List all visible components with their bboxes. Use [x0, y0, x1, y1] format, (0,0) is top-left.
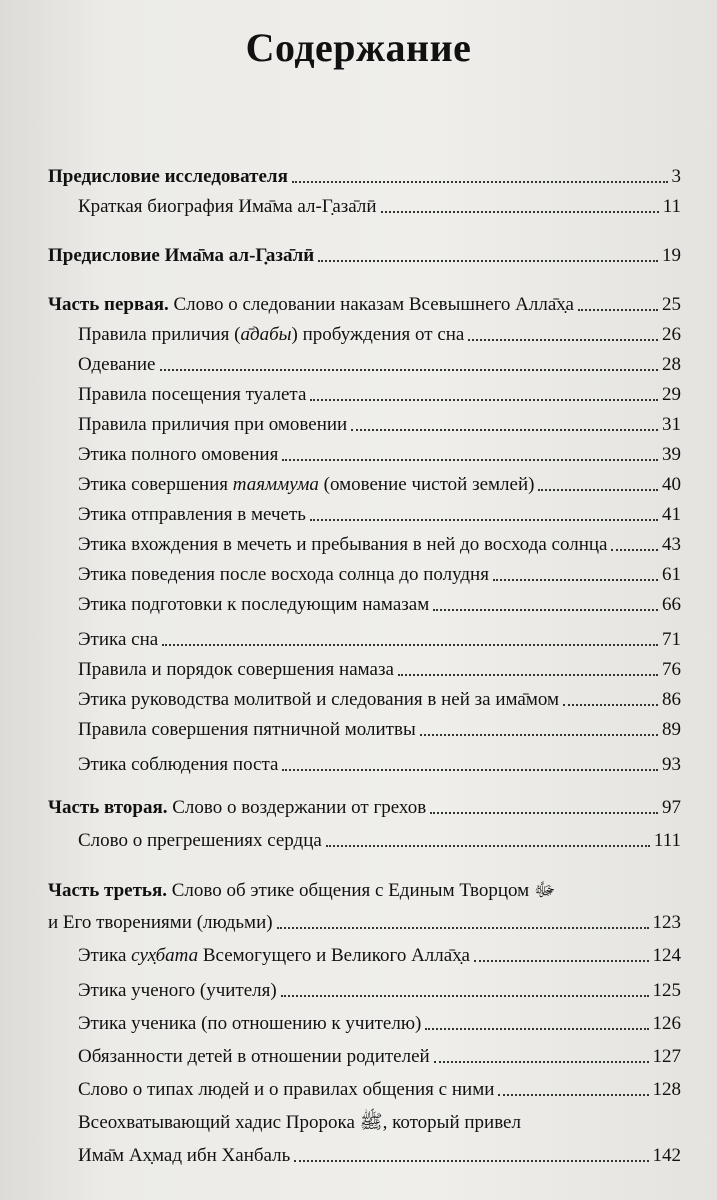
- toc-entry-label: [78, 384, 306, 406]
- toc-entry-page-number: 97: [662, 797, 681, 818]
- toc-entry-page-number: 66: [662, 594, 681, 615]
- toc-entry-label: [78, 945, 470, 967]
- toc-entry-page-number: 25: [662, 294, 681, 315]
- toc-entry: [0, 789, 717, 819]
- leader-dots: [430, 812, 658, 814]
- leader-dots: [277, 927, 649, 929]
- toc-entry-label-part: Краткая биография Има̄ма ал-Г̣аза̄лӣ: [78, 196, 377, 217]
- toc-entry-label: [78, 1145, 290, 1167]
- toc-entry-label-part: Этика: [78, 945, 132, 966]
- toc-entry: [0, 526, 717, 556]
- toc-entry: [0, 651, 717, 681]
- toc-entry-page-number: 89: [662, 719, 681, 740]
- leader-dots: [425, 1028, 648, 1030]
- leader-dots: [563, 704, 658, 706]
- toc-entry-label: [48, 166, 288, 188]
- toc-entry-page-number: 11: [662, 196, 681, 217]
- toc-entry-label: [78, 659, 394, 681]
- toc-entry: [0, 746, 717, 776]
- leader-dots: [381, 211, 659, 213]
- leader-dots: [292, 181, 668, 183]
- toc-entry-label-part: (омовение чистой землей): [318, 474, 535, 495]
- toc-entry: [0, 237, 717, 267]
- toc-entry-page-number: 124: [652, 945, 681, 966]
- leader-dots: [351, 429, 658, 431]
- toc-entry: [0, 316, 717, 346]
- toc-entry-page-number: 128: [652, 1079, 681, 1100]
- toc-entry-label-part: Слово о прегрешениях сердца: [78, 830, 322, 851]
- toc-entry: [0, 711, 717, 741]
- leader-dots: [433, 609, 658, 611]
- leader-dots: [498, 1094, 648, 1096]
- toc-entry-label-part: Этика сна: [78, 629, 159, 650]
- toc-entry-page-number: 29: [662, 384, 681, 405]
- toc-entry: [0, 556, 717, 586]
- toc-entry-page-number: 86: [662, 689, 681, 710]
- toc-entry-label: [78, 1013, 421, 1035]
- leader-dots: [310, 519, 658, 521]
- toc-entry: [0, 904, 717, 934]
- toc-entry-label: [78, 474, 534, 496]
- toc-entry-label-part: Предисловие исследователя: [48, 166, 288, 187]
- toc-entry-label-part: Этика отправления в мечеть: [78, 504, 306, 525]
- leader-dots: [538, 489, 658, 491]
- toc-entry-label: [78, 629, 158, 651]
- toc-entry: [0, 621, 717, 651]
- leader-dots: [434, 1061, 649, 1063]
- toc-entry-label-part: Часть вторая.: [48, 797, 168, 818]
- toc-entry-label: [78, 689, 559, 711]
- leader-dots: [474, 960, 649, 962]
- toc-entry-label-part: а̄дабы: [240, 324, 292, 345]
- leader-dots: [310, 399, 658, 401]
- leader-dots: [282, 459, 658, 461]
- toc-entry: [0, 1005, 717, 1035]
- leader-dots: [281, 995, 649, 997]
- toc-entry: [0, 466, 717, 496]
- toc-entry: [0, 406, 717, 436]
- toc-entry-label: [78, 719, 416, 741]
- toc-entry-page-number: 41: [662, 504, 681, 525]
- toc-entry-label-part: Правила приличия (: [78, 324, 241, 345]
- toc-entry-page-number: 43: [662, 534, 681, 555]
- leader-dots: [611, 549, 658, 551]
- toc-entry-label: [78, 754, 278, 776]
- toc-entry-page-number: 127: [652, 1046, 681, 1067]
- toc-entry-label: [48, 880, 555, 902]
- toc-entry-label: [78, 534, 607, 556]
- toc-entry-label: [48, 912, 273, 934]
- toc-entry-page-number: 71: [662, 629, 681, 650]
- toc-entry-page-number: 111: [653, 830, 681, 851]
- toc-entry-label-part: Этика полного омовения: [78, 444, 279, 465]
- toc-entry: [0, 188, 717, 218]
- page-title: Содержание: [245, 25, 472, 70]
- toc-entry-label-part: ) пробуждения от сна: [291, 324, 465, 345]
- toc-entry-label: [48, 797, 426, 819]
- leader-dots: [578, 309, 658, 311]
- toc-entry-label: [78, 1079, 494, 1101]
- toc-entry-label-part: Предисловие Има̄ма ал-Г̣аза̄лӣ: [48, 245, 315, 266]
- leader-dots: [493, 579, 658, 581]
- toc-entry: [0, 1038, 717, 1068]
- toc-entry-label: [78, 196, 377, 218]
- toc-entry-page-number: 19: [662, 245, 681, 266]
- toc-entry-page-number: 40: [662, 474, 681, 495]
- toc-entry-label-part: сух̣бата: [131, 945, 199, 966]
- toc-entry-label: [78, 444, 278, 466]
- toc-entry-label-part: Этика вхождения в мечеть и пребывания в ней до восхода солнца: [78, 534, 608, 555]
- leader-dots: [468, 339, 658, 341]
- toc-entry-label-part: Этика ученика (по отношению к учителю): [78, 1013, 422, 1034]
- toc-entry: [0, 872, 717, 902]
- leader-dots: [162, 644, 658, 646]
- toc-entry-page-number: 123: [652, 912, 681, 933]
- toc-entry: [0, 286, 717, 316]
- toc-entry: [0, 346, 717, 376]
- toc-entry-label-part: Правила приличия при омовении: [78, 414, 348, 435]
- toc-entry-label: [78, 504, 306, 526]
- toc-entry-page-number: 39: [662, 444, 681, 465]
- toc-entry-label-part: Слово об этике общения с Единым Творцом ﷻ: [166, 880, 556, 901]
- toc-entry-label-part: Всеохватывающий хадис Пророка ﷺ, который привел: [78, 1112, 521, 1133]
- toc-entry-label-part: Правила и порядок совершения намаза: [78, 659, 394, 680]
- leader-dots: [398, 674, 658, 676]
- toc-entry-page-number: 31: [662, 414, 681, 435]
- leader-dots: [294, 1160, 648, 1162]
- toc-entry: [0, 937, 717, 967]
- toc-entry-label: [78, 1112, 521, 1134]
- toc-entry-label-part: Правила посещения туалета: [78, 384, 307, 405]
- toc-entry-page-number: 76: [662, 659, 681, 680]
- toc-entry-label: [78, 414, 347, 436]
- toc-entry-page-number: 142: [652, 1145, 681, 1166]
- toc-entry-page-number: 61: [662, 564, 681, 585]
- toc-entry-label-part: Правила совершения пятничной молитвы: [78, 719, 416, 740]
- toc-entry-label-part: Слово о следовании наказам Всевышнего Алла̄х̣а: [168, 294, 574, 315]
- toc-entry-label-part: и Его творениями (людьми): [48, 912, 273, 933]
- toc-entry: [0, 496, 717, 526]
- toc-entry-label-part: Всемогущего и Великого Алла̄х̣а: [198, 945, 470, 966]
- toc-entry: [0, 822, 717, 852]
- toc-entry-label-part: Обязанности детей в отношении родителей: [78, 1046, 430, 1067]
- toc-entry: [0, 1071, 717, 1101]
- toc-entry: [0, 1104, 717, 1134]
- toc-entry: [0, 681, 717, 711]
- toc-entry-page-number: 28: [662, 354, 681, 375]
- toc-entry-label-part: Слово о типах людей и о правилах общения с ними: [78, 1079, 495, 1100]
- toc-entry: [0, 436, 717, 466]
- toc-entry-label-part: Има̄м Ах̣мад ибн Ханбаль: [78, 1145, 291, 1166]
- toc-entry-label: [78, 980, 277, 1002]
- toc-entry-page-number: 125: [652, 980, 681, 1001]
- toc-entry-label: [48, 294, 574, 316]
- leader-dots: [160, 369, 659, 371]
- toc-entry-label: [78, 564, 489, 586]
- toc-entry-label: [48, 245, 314, 267]
- toc-entry-page-number: 126: [652, 1013, 681, 1034]
- toc-entry-label: [78, 354, 156, 376]
- toc-entry-page-number: 26: [662, 324, 681, 345]
- toc-entry-label-part: таяммума: [232, 474, 319, 495]
- toc-entry: [0, 586, 717, 616]
- toc-entry-label-part: Этика совершения: [78, 474, 233, 495]
- toc-entry-label-part: Одевание: [78, 354, 156, 375]
- toc-entry-label: [78, 594, 429, 616]
- toc-entry-page-number: 3: [671, 166, 681, 187]
- leader-dots: [326, 845, 650, 847]
- toc-entry-label-part: Этика соблюдения поста: [78, 754, 279, 775]
- toc-entry-label-part: Этика ученого (учителя): [78, 980, 277, 1001]
- toc-entry-label: [78, 1046, 430, 1068]
- toc-entry-label-part: Часть первая.: [48, 294, 169, 315]
- toc-entry-label: [78, 324, 464, 346]
- toc-entry-label: [78, 830, 322, 852]
- toc-entry-label-part: Этика руководства молитвой и следования в ней за има̄мом: [78, 689, 560, 710]
- leader-dots: [420, 734, 658, 736]
- leader-dots: [318, 260, 658, 262]
- toc-entry: [0, 972, 717, 1002]
- toc-entry-label-part: Этика поведения после восхода солнца до полудня: [78, 564, 489, 585]
- toc-entry-label-part: Слово о воздержании от грехов: [167, 797, 427, 818]
- toc-entry-label-part: Этика подготовки к последующим намазам: [78, 594, 430, 615]
- leader-dots: [282, 769, 658, 771]
- toc-entry-page-number: 93: [662, 754, 681, 775]
- toc-entry-label-part: Часть третья.: [48, 880, 167, 901]
- toc-entry: [0, 376, 717, 406]
- toc-entry: [0, 158, 717, 188]
- toc-entry: [0, 1137, 717, 1167]
